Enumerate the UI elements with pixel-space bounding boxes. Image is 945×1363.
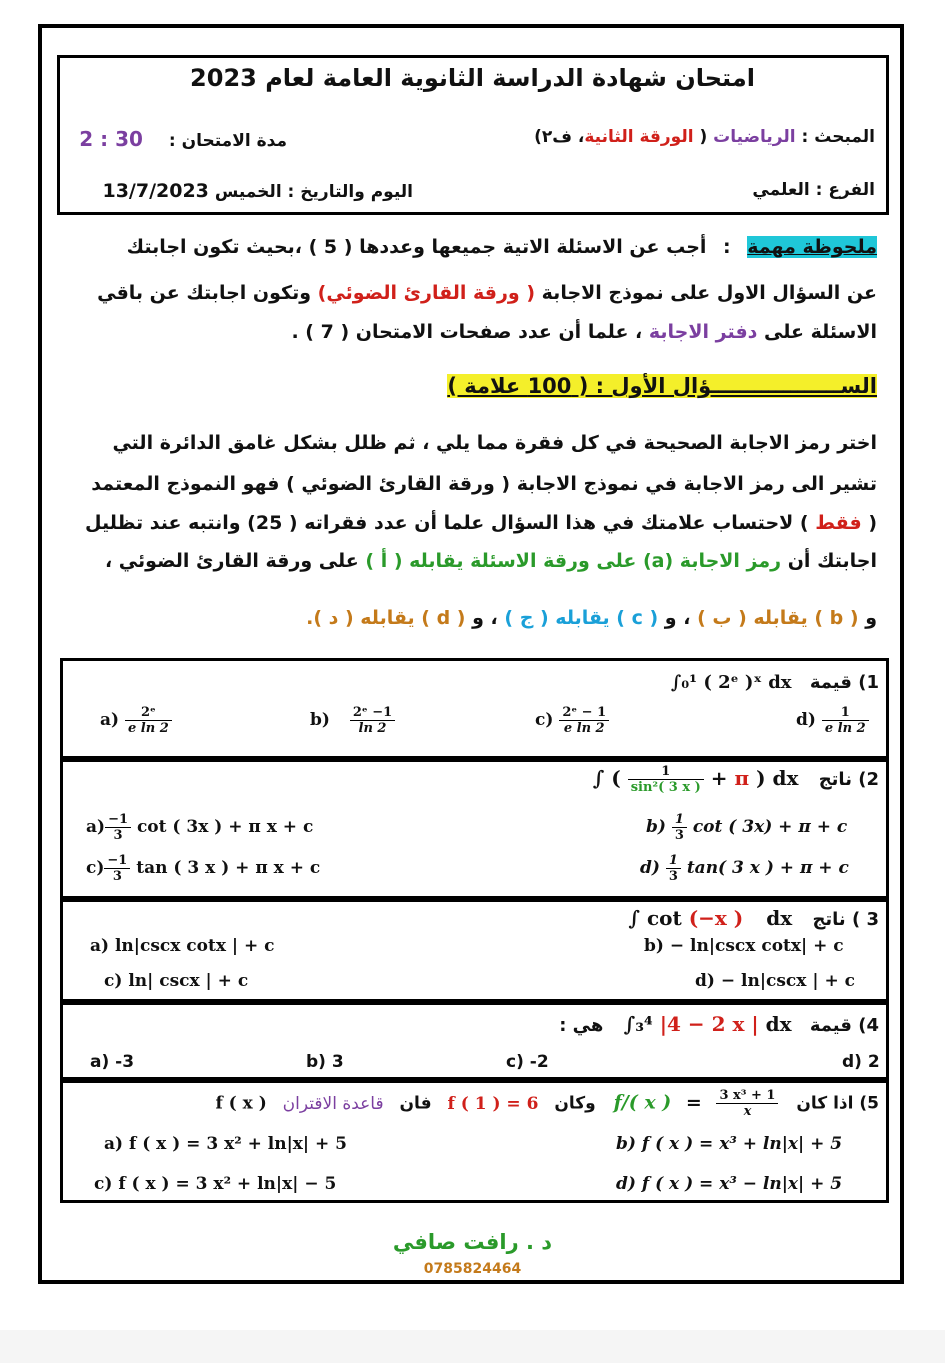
q1-d-key: d) — [796, 710, 816, 730]
instr-4a: اجابتك أن — [787, 550, 877, 572]
instructions-line-5 — [306, 607, 877, 629]
q3-num: 3 ) — [851, 909, 879, 930]
q1-c-num: 2ᵉ − 1 — [559, 705, 609, 721]
q1-b-den: ln 2 — [358, 721, 387, 736]
instr-3a: ( — [868, 512, 877, 534]
exam-title: امتحان شهادة الدراسة الثانوية العامة لعام 2023 — [190, 64, 755, 92]
date-value: 13/7/2023 — [102, 180, 209, 202]
q2-d-den: 3 — [668, 869, 678, 884]
instructions-line-3 — [85, 512, 877, 534]
q5-frac-den: x — [743, 1104, 752, 1119]
q1-b-key: b) — [310, 710, 330, 730]
q4-expr-red: |4 − 2 x | — [659, 1012, 759, 1036]
q2-end: ) dx — [756, 766, 799, 790]
duration-minutes: 30 — [115, 127, 143, 151]
q3-label: ناتج — [812, 909, 846, 930]
q3-expr — [628, 906, 792, 930]
instr-4b: على ورقة القارئ الضوئي ، — [104, 550, 359, 572]
q2-c-num: −1 — [104, 853, 130, 869]
q2-label: ناتج — [818, 769, 852, 790]
note-line-3 — [291, 321, 877, 343]
q1-a-den: e ln 2 — [127, 721, 169, 736]
q5-fprime: f/( x ) — [613, 1091, 672, 1114]
duration-sep: : — [100, 127, 109, 151]
q3-option-a[interactable]: a) ln|cscx cotx | + c — [90, 936, 275, 956]
note-line-1 — [127, 236, 877, 258]
q5-then: فان — [399, 1093, 432, 1114]
q5-option-c[interactable]: c) f ( x ) = 3 x² + ln|x| − 5 — [94, 1174, 337, 1194]
q3-option-c[interactable]: c) ln| cscx | + c — [104, 971, 249, 991]
note-text-2a: عن السؤال الاول على نموذج الاجابة — [541, 282, 877, 304]
q1-label: قيمة — [809, 672, 852, 693]
question-3-stem — [628, 906, 879, 930]
q2-b-num: 1 — [672, 812, 687, 828]
q4-label: قيمة — [809, 1015, 852, 1036]
q2-option-b[interactable] — [646, 812, 847, 843]
instr-5-b: ( b ) يقابله ( ب ) — [697, 607, 859, 629]
q2-option-c[interactable] — [86, 853, 320, 884]
duration-label: مدة الامتحان : — [168, 131, 287, 151]
q4-int: ∫₃⁴ — [623, 1012, 653, 1036]
q5-option-a[interactable]: a) f ( x ) = 3 x² + ln|x| + 5 — [104, 1134, 347, 1154]
question-5-stem — [215, 1088, 879, 1119]
q3-expr-red: (−x ) — [688, 906, 744, 930]
q2-d-rest: tan( 3 x ) + π + c — [686, 858, 849, 878]
paper-value: الورقة الثانية — [584, 127, 694, 147]
q1-d-num: 1 — [822, 705, 869, 721]
q2-int: ∫ ( — [592, 766, 621, 790]
q2-frac-den: sin²( 3 x ) — [630, 780, 701, 795]
note-colon: : — [723, 236, 731, 258]
q5-option-d[interactable]: d) f ( x ) = x³ − ln|x| + 5 — [616, 1174, 843, 1194]
q3-expr-b: dx — [766, 906, 793, 930]
q1-c-key: c) — [535, 710, 554, 730]
q2-b-rest: cot ( 3x) + π + c — [692, 817, 848, 837]
paper-rest: ، ف٢) — [534, 127, 585, 147]
instr-4-green: رمز الاجابة (a) على ورقة الاسئلة يقابله ( أ ) — [365, 550, 782, 572]
q5-and: وكان — [554, 1093, 596, 1114]
duration-hours: 2 — [79, 127, 94, 151]
q5-f1: f ( 1 ) = 6 — [447, 1093, 539, 1114]
q4-end: هي : — [559, 1015, 604, 1036]
instr-3-red: فقط — [815, 512, 862, 534]
date-label: اليوم والتاريخ : الخميس — [214, 182, 413, 202]
q5-frac-num: 3 x³ + 1 — [716, 1088, 778, 1104]
q2-pi: π — [734, 766, 750, 790]
q5-label: اذا كان — [796, 1093, 854, 1114]
instructions-line-4 — [105, 550, 877, 572]
q1-a-key: a) — [100, 710, 120, 730]
q2-d-key: d) — [640, 858, 660, 878]
q5-rule: قاعدة الاقتران — [282, 1093, 384, 1114]
q2-c-rest: tan ( 3 x ) + π x + c — [136, 858, 321, 878]
q2-a-den: 3 — [113, 828, 123, 843]
q1-option-b[interactable] — [310, 705, 395, 736]
q2-c-den: 3 — [112, 869, 122, 884]
instructions-line-2: تشير الى رمز الاجابة في نموذج الاجابة ( ورقة القارئ الضوئي ) فهو النموذج المعتمد — [91, 473, 877, 495]
q4-option-b[interactable]: b) 3 — [306, 1052, 344, 1072]
duration-value — [79, 127, 143, 151]
q1-option-d[interactable] — [796, 705, 869, 736]
instr-5-c: ( c ) يقابله ( ج ) — [504, 607, 659, 629]
q4-option-c[interactable]: c) -2 — [506, 1052, 549, 1072]
q5-option-b[interactable]: b) f ( x ) = x³ + ln|x| + 5 — [616, 1134, 843, 1154]
duration-line — [79, 127, 287, 151]
q2-option-d[interactable] — [640, 853, 849, 884]
q2-plus: + — [710, 766, 728, 790]
q2-a-rest: cot ( 3x ) + π x + c — [136, 817, 314, 837]
q2-option-a[interactable] — [86, 812, 313, 843]
q2-b-den: 3 — [674, 828, 684, 843]
q1-b-num: 2ᵉ −1 — [350, 705, 395, 721]
note-text-1: أجب عن الاسئلة الاتية جميعها وعددها ( 5 ) ،بحيث تكون اجابتك — [126, 236, 707, 258]
q5-fx: f ( x ) — [215, 1093, 267, 1114]
instructions-line-1: اختر رمز الاجابة الصحيحة في كل فقرة مما يلي ، ثم ظلل بشكل غامق الدائرة التي — [112, 432, 877, 454]
subject-line — [534, 127, 875, 147]
q5-num: 5) — [859, 1093, 879, 1114]
q2-expr — [593, 764, 799, 795]
q4-option-d[interactable]: d) 2 — [842, 1052, 880, 1072]
q1-option-c[interactable] — [535, 705, 609, 736]
q4-expr — [624, 1012, 792, 1036]
note-text-3b: ، علما أن عدد صفحات الامتحان ( 7 ) . — [291, 321, 643, 343]
instr-5e: ، و — [472, 607, 498, 629]
question-4-stem — [559, 1012, 879, 1036]
question-1-heading: الســــــــــــــــــؤال الأول : ( 100 علامة ) — [447, 374, 877, 398]
q1-option-a[interactable] — [100, 705, 172, 736]
note-text-2-red: ( ورقة القارئ الضوئي) — [317, 282, 536, 304]
q3-option-d[interactable]: d) − ln|cscx | + c — [695, 971, 855, 991]
q5-eq: = — [685, 1091, 702, 1114]
q4-num: 4) — [858, 1015, 879, 1036]
q1-expr: ∫₀¹ ( 2ᵉ )ˣ dx — [670, 672, 792, 693]
q2-c-key: c) — [86, 858, 105, 878]
q1-d-den: e ln 2 — [824, 721, 866, 736]
q2-d-num: 1 — [666, 853, 681, 869]
instr-3b: ) لاحتساب علامتك في هذا السؤال علما أن عدد فقراته ( 25) وانتبه عند تظليل — [85, 512, 809, 534]
instr-5c: ، و — [664, 607, 691, 629]
q2-a-key: a) — [86, 817, 106, 837]
question-1-stem — [671, 672, 879, 693]
q2-frac-num: 1 — [628, 764, 704, 780]
q5-expr — [614, 1088, 779, 1119]
q4-dx: dx — [765, 1012, 792, 1036]
q3-option-b[interactable]: b) − ln|cscx cotx| + c — [644, 936, 844, 956]
author-name: د . رافت صافي — [392, 1230, 553, 1254]
paper-open: ( — [699, 127, 708, 147]
branch-line: الفرع : العلمي — [752, 180, 875, 200]
q2-num: 2) — [858, 769, 879, 790]
q1-c-den: e ln 2 — [563, 721, 605, 736]
note-text-3a: الاسئلة على — [764, 321, 877, 343]
q4-option-a[interactable]: a) -3 — [90, 1052, 135, 1072]
instr-5a: و — [865, 607, 877, 629]
note-line-2 — [97, 282, 877, 304]
q1-a-num: 2ᵉ — [125, 705, 172, 721]
subject-value: الرياضيات — [713, 127, 796, 147]
question-2-stem — [593, 764, 879, 795]
note-label: ملحوظة مهمة — [747, 236, 877, 258]
subject-label: المبحث : — [801, 127, 875, 147]
note-text-3-purple: دفتر الاجابة — [648, 321, 758, 343]
q1-num: 1) — [858, 672, 879, 693]
instr-5-d: ( d ) يقابله ( د ). — [306, 607, 466, 629]
author-phone: 0785824464 — [423, 1261, 522, 1277]
q2-b-key: b) — [646, 817, 666, 837]
date-line — [102, 180, 413, 202]
q2-a-num: −1 — [105, 812, 131, 828]
q3-expr-a: ∫ cot — [628, 906, 682, 930]
note-text-2b: وتكون اجابتك عن باقي — [97, 282, 312, 304]
